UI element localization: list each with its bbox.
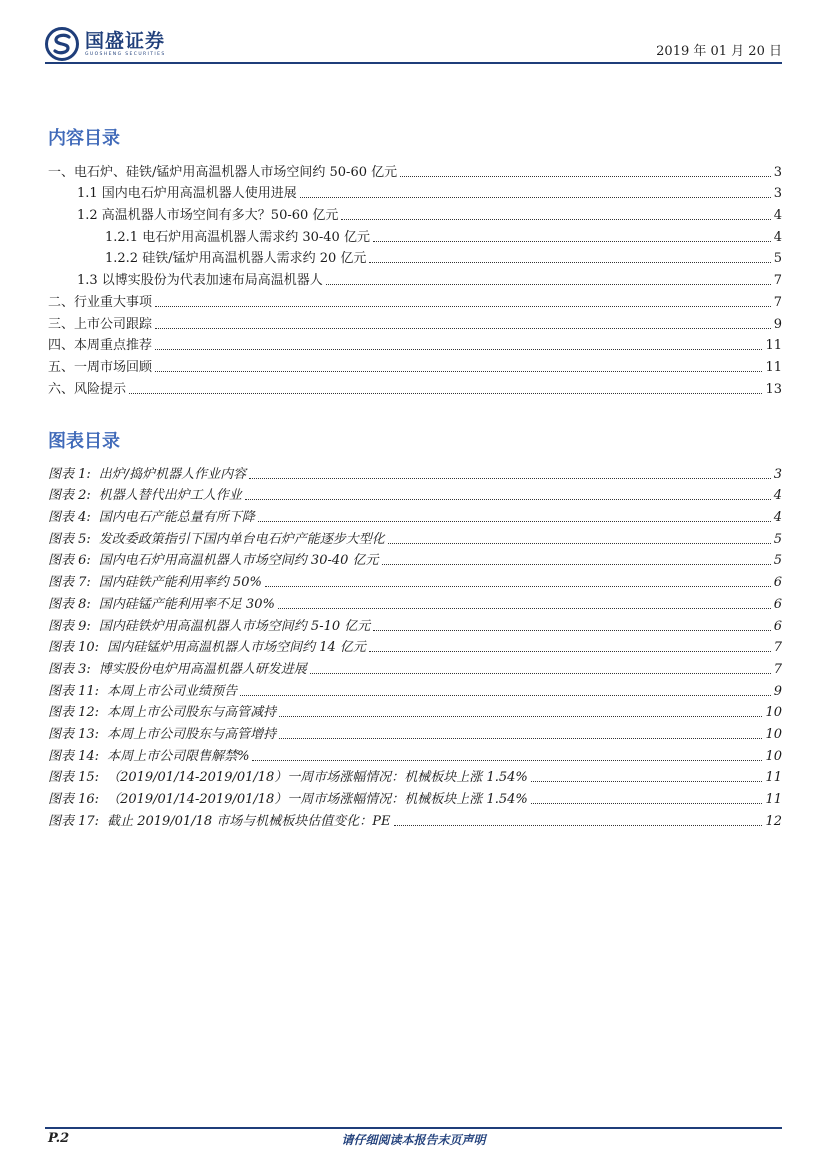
dot-leader xyxy=(249,478,771,479)
toc-entry-page: 3 xyxy=(773,186,782,202)
figure-entry[interactable] xyxy=(48,483,782,505)
dot-leader xyxy=(300,197,771,198)
figure-page: 5 xyxy=(773,553,782,569)
dot-leader xyxy=(326,284,771,285)
toc-entry-page: 7 xyxy=(773,294,782,310)
dot-leader xyxy=(369,651,771,652)
brand-subtitle: GUOSHENG SECURITIES xyxy=(85,52,166,57)
figure-label: 图表 6: xyxy=(48,553,91,569)
figure-label: 图表 3: xyxy=(48,661,91,677)
figure-entry[interactable] xyxy=(48,743,782,765)
figure-page: 10 xyxy=(765,726,782,742)
toc-entry-page: 9 xyxy=(773,316,782,332)
figure-list xyxy=(48,461,782,830)
dot-leader xyxy=(265,586,771,587)
dot-leader xyxy=(373,241,771,242)
figure-entry[interactable] xyxy=(48,635,782,657)
figure-page: 11 xyxy=(765,770,782,786)
toc-entry-text: 1.2.2 硅铁/锰炉用高温机器人需求约 20 亿元 xyxy=(105,251,367,267)
guosheng-logo-icon xyxy=(45,27,79,61)
figure-entry[interactable] xyxy=(48,504,782,526)
figure-page: 6 xyxy=(773,618,782,634)
report-date: 2019 年 01 月 20 日 xyxy=(656,44,782,59)
dot-leader xyxy=(369,262,770,263)
toc-entry-page: 4 xyxy=(773,229,782,245)
page-header xyxy=(45,24,782,64)
toc-list xyxy=(48,159,782,398)
dot-leader xyxy=(240,695,771,696)
dot-leader xyxy=(341,219,770,220)
toc-entry-page: 4 xyxy=(773,208,782,224)
dot-leader xyxy=(155,371,762,372)
figure-entry[interactable] xyxy=(48,461,782,483)
figure-entry[interactable] xyxy=(48,548,782,570)
figure-label: 图表 4: xyxy=(48,510,91,526)
figure-caption: 本周上市公司股东与高管增持 xyxy=(107,726,277,742)
figure-caption: 发改委政策指引下国内单台电石炉产能逐步大型化 xyxy=(98,531,385,547)
figure-list-title: 图表目录 xyxy=(48,431,120,452)
figure-label: 图表 2: xyxy=(48,488,91,504)
figure-caption: 国内硅铁炉用高温机器人市场空间约 5-10 亿元 xyxy=(98,618,371,634)
figure-label: 图表 7: xyxy=(48,575,91,591)
toc-title: 内容目录 xyxy=(48,128,120,149)
dot-leader xyxy=(155,306,771,307)
dot-leader xyxy=(310,673,771,674)
dot-leader xyxy=(388,543,771,544)
figure-caption: 国内电石产能总量有所下降 xyxy=(98,510,255,526)
figure-page: 10 xyxy=(765,748,782,764)
figure-label: 图表 9: xyxy=(48,618,91,634)
figure-label: 图表 10: xyxy=(48,640,100,656)
toc-entry-text: 1.2.1 电石炉用高温机器人需求约 30-40 亿元 xyxy=(105,229,370,245)
figure-entry[interactable] xyxy=(48,569,782,591)
figure-entry[interactable] xyxy=(48,765,782,787)
toc-entry-text: 二、行业重大事项 xyxy=(48,294,153,310)
figure-page: 6 xyxy=(773,575,782,591)
figure-label: 图表 1: xyxy=(48,466,91,482)
toc-entry[interactable] xyxy=(48,224,782,246)
disclaimer-text: 请仔细阅读本报告末页声明 xyxy=(341,1133,486,1147)
toc-entry-page: 11 xyxy=(765,359,782,375)
figure-caption: 本周上市公司业绩预告 xyxy=(107,683,238,699)
figure-page: 6 xyxy=(773,596,782,612)
toc-entry-text: 1.2 高温机器人市场空间有多大？50-60 亿元 xyxy=(77,208,339,224)
figure-caption: 机器人替代出炉工人作业 xyxy=(98,488,242,504)
toc-entry[interactable] xyxy=(48,246,782,268)
figure-page: 12 xyxy=(765,813,782,829)
toc-entry-page: 11 xyxy=(765,338,782,354)
figure-label: 图表 8: xyxy=(48,596,91,612)
figure-label: 图表 15: xyxy=(48,770,100,786)
figure-page: 7 xyxy=(773,640,782,656)
toc-entry-text: 1.3 以博实股份为代表加速布局高温机器人 xyxy=(77,273,323,289)
figure-caption: 截止 2019/01/18 市场与机械板块估值变化：PE xyxy=(107,813,391,829)
brand-logo xyxy=(45,26,166,62)
figure-caption: 国内硅铁产能利用率约 50% xyxy=(98,575,262,591)
figure-caption: 本周上市公司股东与高管减持 xyxy=(107,705,277,721)
figure-page: 4 xyxy=(773,488,782,504)
figure-entry[interactable] xyxy=(48,700,782,722)
toc-entry-text: 1.1 国内电石炉用高温机器人使用进展 xyxy=(77,186,297,202)
figure-entry[interactable] xyxy=(48,591,782,613)
figure-entry[interactable] xyxy=(48,613,782,635)
figure-entry[interactable] xyxy=(48,786,782,808)
toc-entry[interactable] xyxy=(48,333,782,355)
dot-leader xyxy=(531,803,763,804)
figure-caption: 国内硅锰产能利用率不足 30% xyxy=(98,596,275,612)
dot-leader xyxy=(258,521,771,522)
dot-leader xyxy=(245,499,771,500)
figure-caption: 出炉/捣炉机器人作业内容 xyxy=(98,466,247,482)
figure-entry[interactable] xyxy=(48,656,782,678)
toc-entry[interactable] xyxy=(48,202,782,224)
dot-leader xyxy=(252,760,762,761)
toc-entry-page: 13 xyxy=(765,381,782,397)
dot-leader xyxy=(278,608,771,609)
figure-label: 图表 11: xyxy=(48,683,100,699)
toc-entry-page: 7 xyxy=(773,273,782,289)
figure-page: 9 xyxy=(773,683,782,699)
dot-leader xyxy=(155,328,771,329)
toc-entry-text: 四、本周重点推荐 xyxy=(48,338,153,354)
toc-entry[interactable] xyxy=(48,376,782,398)
figure-label: 图表 12: xyxy=(48,705,100,721)
header-divider xyxy=(45,62,782,64)
figure-page: 3 xyxy=(773,466,782,482)
figure-caption: 博实股份电炉用高温机器人研发进展 xyxy=(98,661,307,677)
figure-label: 图表 14: xyxy=(48,748,100,764)
dot-leader xyxy=(373,630,770,631)
page-number: P.2 xyxy=(48,1131,70,1146)
figure-entry[interactable] xyxy=(48,526,782,548)
toc-entry[interactable] xyxy=(48,267,782,289)
figure-label: 图表 16: xyxy=(48,792,100,807)
dot-leader xyxy=(279,716,762,717)
figure-entry[interactable] xyxy=(48,678,782,700)
figure-entry[interactable] xyxy=(48,808,782,830)
figure-caption: 国内硅锰炉用高温机器人市场空间约 14 亿元 xyxy=(107,640,366,656)
dot-leader xyxy=(129,393,762,394)
toc-entry-page: 5 xyxy=(773,251,782,267)
figure-page: 10 xyxy=(765,705,782,721)
dot-leader xyxy=(382,564,771,565)
figure-page: 5 xyxy=(773,531,782,547)
footer-divider xyxy=(45,1127,782,1129)
toc-entry[interactable] xyxy=(48,159,782,181)
figure-caption: （2019/01/14-2019/01/18）一周市场涨幅情况：机械板块上涨 1.54% xyxy=(107,770,528,786)
dot-leader xyxy=(531,781,763,782)
dot-leader xyxy=(394,825,763,826)
figure-caption: （2019/01/14-2019/01/18）一周市场涨幅情况：机械板块上涨 1.54% xyxy=(107,792,528,807)
brand-name: 国盛证券 xyxy=(85,30,166,52)
toc-entry-page: 3 xyxy=(773,164,782,180)
figure-page: 4 xyxy=(773,510,782,526)
toc-entry-text: 一、电石炉、硅铁/锰炉用高温机器人市场空间约 50-60 亿元 xyxy=(48,164,398,180)
figure-label: 图表 5: xyxy=(48,531,91,547)
figure-caption: 国内电石炉用高温机器人市场空间约 30-40 亿元 xyxy=(98,553,379,569)
figure-caption: 本周上市公司限售解禁% xyxy=(107,748,250,764)
figure-label: 图表 13: xyxy=(48,726,100,742)
dot-leader xyxy=(155,349,762,350)
toc-entry[interactable] xyxy=(48,311,782,333)
figure-entry[interactable] xyxy=(48,721,782,743)
toc-entry-text: 五、一周市场回顾 xyxy=(48,359,153,375)
dot-leader xyxy=(400,176,771,177)
toc-entry[interactable] xyxy=(48,354,782,376)
toc-entry-text: 三、上市公司跟踪 xyxy=(48,316,153,332)
toc-entry[interactable] xyxy=(48,289,782,311)
figure-label: 图表 17: xyxy=(48,813,100,829)
toc-entry-text: 六、风险提示 xyxy=(48,381,127,397)
figure-page: 11 xyxy=(765,792,782,807)
figure-page: 7 xyxy=(773,661,782,677)
dot-leader xyxy=(279,738,762,739)
toc-entry[interactable] xyxy=(48,181,782,203)
